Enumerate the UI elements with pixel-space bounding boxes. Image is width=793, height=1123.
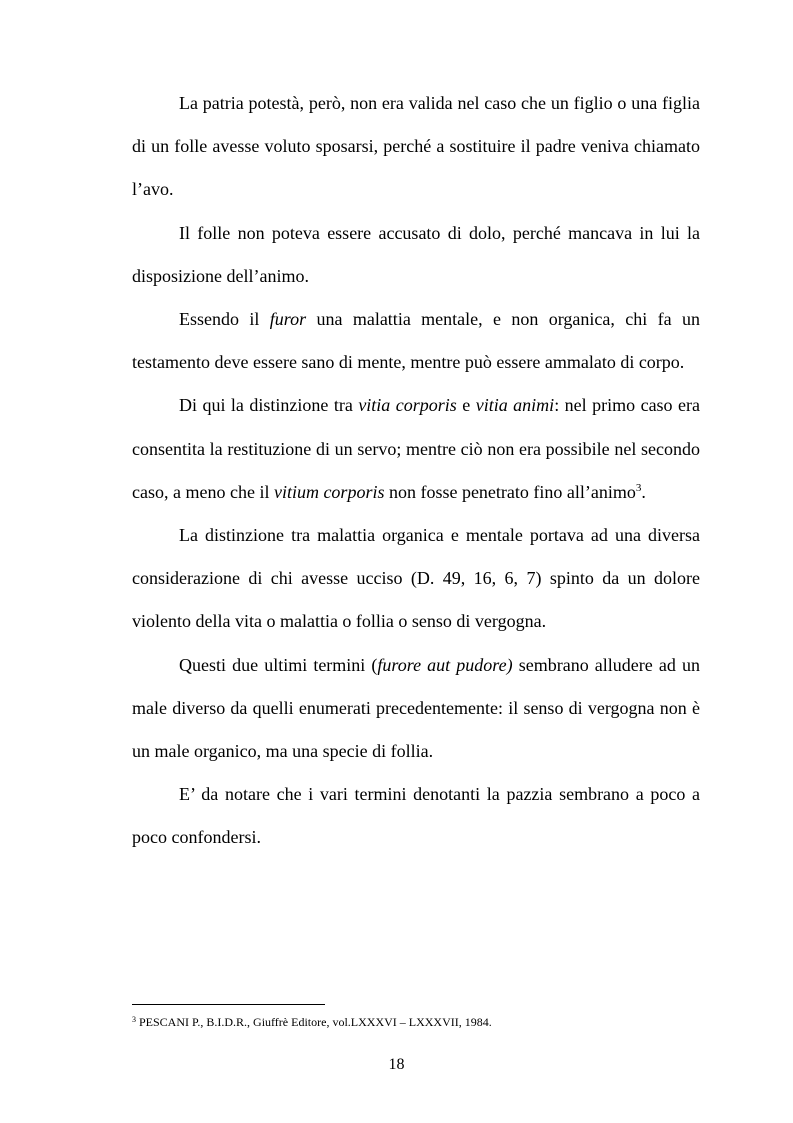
footnote-marker: 3 xyxy=(132,1015,136,1024)
paragraph-4-text-e: . xyxy=(641,481,646,502)
paragraph-3-text-b: una malattia mentale, e non organica, chi fa un testamento deve essere sano di mente, mentre può essere ammalato di corpo. xyxy=(132,309,700,373)
footnote xyxy=(132,1014,700,1030)
paragraph-7 xyxy=(132,773,700,859)
latin-term-vitia-animi: vitia animi xyxy=(475,395,555,416)
paragraph-4-text-a: Di qui la distinzione tra xyxy=(179,395,359,416)
latin-term-furor: furor xyxy=(269,309,307,330)
paragraph-2-text: Il folle non poteva essere accusato di dolo, perché mancava in lui la disposizione dell’animo. xyxy=(132,222,700,286)
paragraph-1-text: La patria potestà, però, non era valida nel caso che un figlio o una figlia di un folle avesse voluto sposarsi, perché a sostituire il padre veniva chiamato l’avo. xyxy=(132,93,700,200)
footnote-divider xyxy=(132,1004,325,1005)
paragraph-5 xyxy=(132,514,700,644)
body-text xyxy=(132,82,700,860)
paragraph-1 xyxy=(132,82,700,212)
paragraph-4-text-d: non fosse penetrato fino all’animo xyxy=(384,481,636,502)
latin-term-vitia-corporis: vitia corporis xyxy=(358,395,457,416)
latin-term-furore-aut-pudore: furore aut pudore) xyxy=(377,654,513,675)
paragraph-7-text: E’ da notare che i vari termini denotanti la pazzia sembrano a poco a poco confondersi. xyxy=(132,784,700,848)
paragraph-6-text-b: sembrano alludere ad un male diverso da quelli enumerati precedentemente: il senso di vergogna non è un male organico, ma una specie di follia. xyxy=(132,654,700,762)
paragraph-3 xyxy=(132,298,700,384)
paragraph-4-text-c: : nel primo caso era consentita la restituzione di un servo; mentre ciò non era possibile nel secondo caso, a meno che il xyxy=(132,395,701,502)
page-number: 18 xyxy=(388,1056,405,1073)
paragraph-2 xyxy=(132,212,700,298)
paragraph-3-text-a: Essendo il xyxy=(179,309,270,330)
footnote-reference[interactable]: 3 xyxy=(635,481,642,494)
paragraph-4 xyxy=(132,384,700,514)
footnote-text: PESCANI P., B.I.D.R., Giuffrè Editore, vol.LXXXVI – LXXXVII, 1984. xyxy=(136,1015,492,1029)
paragraph-4-text-b: e xyxy=(456,395,476,416)
latin-term-vitium-corporis: vitium corporis xyxy=(273,481,385,502)
paragraph-5-text: La distinzione tra malattia organica e mentale portava ad una diversa considerazione di chi avesse ucciso (D. 49, 16, 6, 7) spinto da un dolore violento della vita o malattia o follia o senso di vergogna. xyxy=(132,525,700,632)
paragraph-6-text-a: Questi due ultimi termini ( xyxy=(179,654,378,675)
paragraph-6 xyxy=(132,644,700,774)
